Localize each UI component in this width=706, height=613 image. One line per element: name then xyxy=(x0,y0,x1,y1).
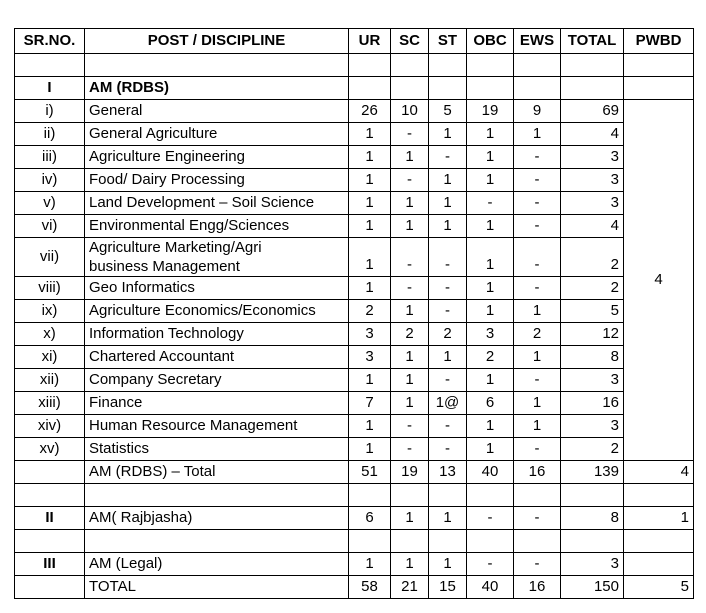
cell-ews: - xyxy=(514,277,561,300)
vacancy-table xyxy=(14,28,694,599)
cell-ur: 1 xyxy=(349,369,391,392)
cell-sc: 1 xyxy=(391,346,429,369)
cell-sc: 21 xyxy=(391,576,429,599)
header-post: POST / DISCIPLINE xyxy=(85,29,349,54)
row-srno: xi) xyxy=(15,346,85,369)
cell-st: 15 xyxy=(429,576,467,599)
table-row xyxy=(15,438,694,461)
row-srno: iv) xyxy=(15,169,85,192)
cell-ews: - xyxy=(514,438,561,461)
cell-st: 1 xyxy=(429,346,467,369)
row-srno: iii) xyxy=(15,146,85,169)
cell-obc: 3 xyxy=(467,323,514,346)
row-post: General Agriculture xyxy=(85,123,349,146)
cell-pwbd: 4 xyxy=(624,461,694,484)
row-srno: xii) xyxy=(15,369,85,392)
table-row xyxy=(15,192,694,215)
row-srno: xv) xyxy=(15,438,85,461)
row-srno xyxy=(15,576,85,599)
cell-sc: 1 xyxy=(391,553,429,576)
cell-pwbd-merged: 4 xyxy=(624,100,694,461)
row-post: Food/ Dairy Processing xyxy=(85,169,349,192)
cell-obc: - xyxy=(467,553,514,576)
row-post: Land Development – Soil Science xyxy=(85,192,349,215)
cell-obc: 1 xyxy=(467,415,514,438)
cell-ews: 9 xyxy=(514,100,561,123)
cell-sc: 1 xyxy=(391,146,429,169)
cell-st: - xyxy=(429,238,467,277)
row-post: AM( Rajbjasha) xyxy=(85,507,349,530)
cell-obc: 1 xyxy=(467,123,514,146)
cell-sc: 2 xyxy=(391,323,429,346)
cell-ur: 2 xyxy=(349,300,391,323)
cell-st: 1@ xyxy=(429,392,467,415)
cell-st: 2 xyxy=(429,323,467,346)
cell-total: 3 xyxy=(561,553,624,576)
cell-total: 16 xyxy=(561,392,624,415)
section1-total-row xyxy=(15,461,694,484)
cell-obc: 40 xyxy=(467,576,514,599)
cell-ur: 1 xyxy=(349,277,391,300)
cell-total: 150 xyxy=(561,576,624,599)
table-row xyxy=(15,323,694,346)
row-post: Agriculture Engineering xyxy=(85,146,349,169)
header-row xyxy=(15,29,694,54)
cell-ur: 1 xyxy=(349,169,391,192)
cell-sc: - xyxy=(391,277,429,300)
cell-sc: - xyxy=(391,169,429,192)
cell-sc: 10 xyxy=(391,100,429,123)
cell-sc: 1 xyxy=(391,392,429,415)
row-post: Information Technology xyxy=(85,323,349,346)
row-post: Company Secretary xyxy=(85,369,349,392)
cell-ews: 1 xyxy=(514,346,561,369)
cell-total: 12 xyxy=(561,323,624,346)
row-post xyxy=(85,238,349,277)
row-post: AM (RDBS) – Total xyxy=(85,461,349,484)
row-post: AM (Legal) xyxy=(85,553,349,576)
grand-total-row xyxy=(15,576,694,599)
header-ur: UR xyxy=(349,29,391,54)
cell-ews: 1 xyxy=(514,123,561,146)
cell-st: 13 xyxy=(429,461,467,484)
cell-ur: 1 xyxy=(349,238,391,277)
header-st: ST xyxy=(429,29,467,54)
cell-total: 139 xyxy=(561,461,624,484)
cell-ur: 1 xyxy=(349,192,391,215)
row-srno: x) xyxy=(15,323,85,346)
cell-ews: - xyxy=(514,238,561,277)
cell-total: 2 xyxy=(561,438,624,461)
cell-ews: 1 xyxy=(514,392,561,415)
cell-st: - xyxy=(429,277,467,300)
cell-obc: 19 xyxy=(467,100,514,123)
cell-sc: - xyxy=(391,238,429,277)
cell-ews: - xyxy=(514,553,561,576)
cell-ews: 1 xyxy=(514,300,561,323)
cell-sc: 1 xyxy=(391,300,429,323)
cell-obc: 6 xyxy=(467,392,514,415)
cell-obc: - xyxy=(467,507,514,530)
row-srno: v) xyxy=(15,192,85,215)
table-row xyxy=(15,369,694,392)
cell-obc: 1 xyxy=(467,300,514,323)
cell-obc: 1 xyxy=(467,215,514,238)
cell-sc: - xyxy=(391,415,429,438)
row-post: Agriculture Economics/Economics xyxy=(85,300,349,323)
cell-obc: 1 xyxy=(467,369,514,392)
row-post: Finance xyxy=(85,392,349,415)
section3-row xyxy=(15,553,694,576)
cell-ews: - xyxy=(514,169,561,192)
spacer-row xyxy=(15,530,694,553)
row-srno: xiv) xyxy=(15,415,85,438)
cell-sc: 1 xyxy=(391,192,429,215)
cell-total: 8 xyxy=(561,507,624,530)
cell-obc: 1 xyxy=(467,438,514,461)
cell-obc: 2 xyxy=(467,346,514,369)
row-srno: ix) xyxy=(15,300,85,323)
header-ews: EWS xyxy=(514,29,561,54)
cell-total: 5 xyxy=(561,300,624,323)
header-srno: SR.NO. xyxy=(15,29,85,54)
row-srno xyxy=(15,461,85,484)
cell-sc: - xyxy=(391,438,429,461)
cell-st: 1 xyxy=(429,192,467,215)
cell-pwbd: 1 xyxy=(624,507,694,530)
cell-sc: 1 xyxy=(391,369,429,392)
cell-pwbd: 5 xyxy=(624,576,694,599)
row-srno: ii) xyxy=(15,123,85,146)
table-row xyxy=(15,300,694,323)
table-row xyxy=(15,346,694,369)
cell-total: 3 xyxy=(561,192,624,215)
row-srno: vi) xyxy=(15,215,85,238)
row-srno: xiii) xyxy=(15,392,85,415)
cell-ews: - xyxy=(514,215,561,238)
row-srno: III xyxy=(15,553,85,576)
cell-ur: 58 xyxy=(349,576,391,599)
cell-ur: 1 xyxy=(349,553,391,576)
cell-st: - xyxy=(429,300,467,323)
table-row xyxy=(15,415,694,438)
cell-total: 4 xyxy=(561,215,624,238)
cell-obc: 1 xyxy=(467,238,514,277)
cell-obc: 1 xyxy=(467,277,514,300)
cell-total: 4 xyxy=(561,123,624,146)
row-post: General xyxy=(85,100,349,123)
cell-st: - xyxy=(429,415,467,438)
cell-ur: 7 xyxy=(349,392,391,415)
cell-ews: - xyxy=(514,192,561,215)
table-row xyxy=(15,238,694,277)
cell-st: - xyxy=(429,438,467,461)
table-row xyxy=(15,169,694,192)
cell-ur: 1 xyxy=(349,123,391,146)
cell-st: 1 xyxy=(429,553,467,576)
cell-ews: 16 xyxy=(514,576,561,599)
table-row xyxy=(15,146,694,169)
cell-obc: 40 xyxy=(467,461,514,484)
cell-total: 3 xyxy=(561,146,624,169)
cell-ur: 1 xyxy=(349,146,391,169)
cell-obc: 1 xyxy=(467,169,514,192)
section-sr: I xyxy=(15,77,85,100)
cell-st: 1 xyxy=(429,123,467,146)
cell-ews: - xyxy=(514,146,561,169)
row-post-line2: business Management xyxy=(89,258,240,275)
row-srno: vii) xyxy=(15,238,85,277)
row-srno: i) xyxy=(15,100,85,123)
row-srno: viii) xyxy=(15,277,85,300)
row-post: Statistics xyxy=(85,438,349,461)
row-srno: II xyxy=(15,507,85,530)
cell-total: 3 xyxy=(561,415,624,438)
table-row xyxy=(15,277,694,300)
cell-ews: - xyxy=(514,369,561,392)
header-total: TOTAL xyxy=(561,29,624,54)
table-row xyxy=(15,123,694,146)
cell-obc: 1 xyxy=(467,146,514,169)
row-post: TOTAL xyxy=(85,576,349,599)
cell-sc: 1 xyxy=(391,507,429,530)
header-sc: SC xyxy=(391,29,429,54)
cell-st: 5 xyxy=(429,100,467,123)
cell-sc: 19 xyxy=(391,461,429,484)
cell-ur: 3 xyxy=(349,346,391,369)
cell-total: 3 xyxy=(561,369,624,392)
cell-ews: 16 xyxy=(514,461,561,484)
cell-sc: - xyxy=(391,123,429,146)
table-row xyxy=(15,100,694,123)
cell-ur: 3 xyxy=(349,323,391,346)
table-row xyxy=(15,392,694,415)
cell-pwbd xyxy=(624,553,694,576)
cell-total: 2 xyxy=(561,277,624,300)
row-post: Human Resource Management xyxy=(85,415,349,438)
row-post-line1: Agriculture Marketing/Agri xyxy=(89,239,262,256)
cell-total: 3 xyxy=(561,169,624,192)
cell-sc: 1 xyxy=(391,215,429,238)
cell-st: 1 xyxy=(429,169,467,192)
cell-st: 1 xyxy=(429,215,467,238)
cell-total: 8 xyxy=(561,346,624,369)
cell-ur: 1 xyxy=(349,215,391,238)
spacer-row xyxy=(15,54,694,77)
cell-total: 69 xyxy=(561,100,624,123)
row-post: Geo Informatics xyxy=(85,277,349,300)
cell-st: 1 xyxy=(429,507,467,530)
section1-title-row xyxy=(15,77,694,100)
header-pwbd: PWBD xyxy=(624,29,694,54)
cell-total: 2 xyxy=(561,238,624,277)
cell-st: - xyxy=(429,146,467,169)
spacer-row xyxy=(15,484,694,507)
cell-ur: 6 xyxy=(349,507,391,530)
header-obc: OBC xyxy=(467,29,514,54)
table-row xyxy=(15,215,694,238)
cell-st: - xyxy=(429,369,467,392)
cell-ews: 2 xyxy=(514,323,561,346)
cell-ur: 26 xyxy=(349,100,391,123)
cell-ur: 1 xyxy=(349,438,391,461)
cell-obc: - xyxy=(467,192,514,215)
cell-ur: 1 xyxy=(349,415,391,438)
section-title: AM (RDBS) xyxy=(85,77,349,100)
row-post: Environmental Engg/Sciences xyxy=(85,215,349,238)
section2-row xyxy=(15,507,694,530)
cell-ews: - xyxy=(514,507,561,530)
cell-ur: 51 xyxy=(349,461,391,484)
cell-ews: 1 xyxy=(514,415,561,438)
row-post: Chartered Accountant xyxy=(85,346,349,369)
